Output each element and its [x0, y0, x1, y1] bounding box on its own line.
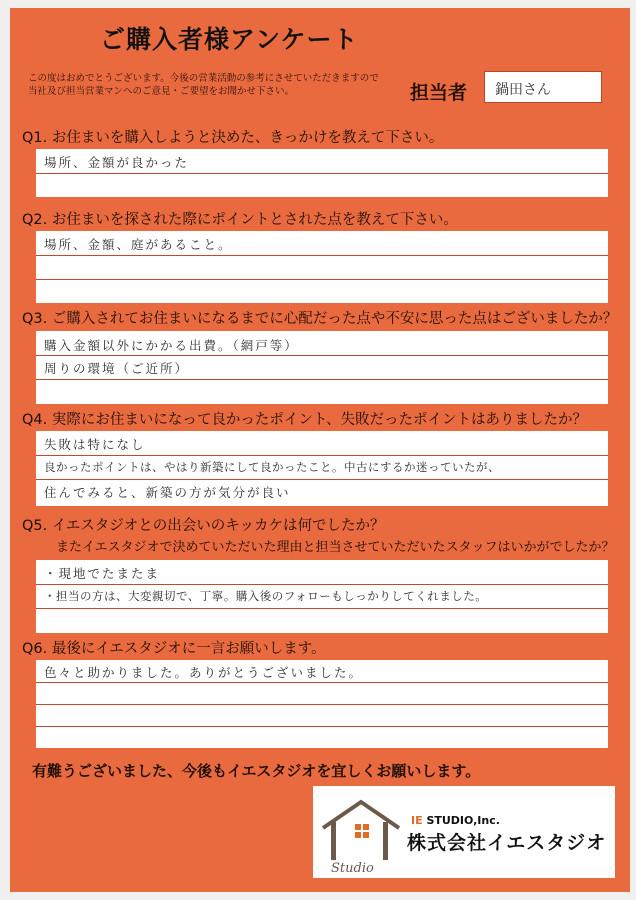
answer-box-5[interactable]: [36, 560, 608, 633]
logo-script: Studio: [331, 861, 374, 876]
answer-box-6[interactable]: [36, 660, 608, 748]
intro-text: [28, 72, 379, 98]
question-5: Q5. イエスタジオとの出会いのキッカケは何でしたか？: [22, 518, 385, 534]
answer-line: 周りの環境（ご近所）: [44, 361, 190, 376]
answer-line: 場所、金額が良かった: [44, 155, 190, 170]
answer-rule: [36, 255, 608, 256]
answer-box-2[interactable]: [36, 231, 608, 303]
answer-line: 住んでみると、新築の方が気分が良い: [44, 485, 291, 500]
page-title: ご購入者様アンケート: [100, 25, 359, 54]
answer-rule: [36, 379, 608, 380]
company-logo: [313, 786, 615, 878]
intro-line: 当社及び担当営業マンへのご意見・ご要望をお聞かせ下さい。: [28, 86, 295, 97]
answer-line: 失敗は特になし: [44, 437, 146, 452]
question-6: Q6. 最後にイエスタジオに一言お願いします。: [22, 641, 326, 657]
question-2: Q2. お住まいを探された際にポイントとされた点を教えて下さい。: [22, 212, 458, 228]
answer-rule: [36, 682, 608, 683]
answer-line: ・現地でたまたま: [44, 566, 161, 581]
answer-box-4[interactable]: [36, 431, 608, 506]
question-1: Q1. お住まいを購入しようと決めた、きっかけを教えて下さい。: [22, 130, 444, 146]
footer-message: 有難うございました、今後もイエスタジオを宜しくお願いします。: [32, 762, 481, 780]
house-logo-icon: [317, 792, 405, 876]
survey-sheet: [10, 8, 630, 892]
company-name-jp: 株式会社イエスタジオ: [407, 832, 607, 854]
answer-rule: [36, 479, 608, 480]
answer-rule: [36, 279, 608, 280]
answer-rule: [36, 726, 608, 727]
answer-rule: [36, 355, 608, 356]
question-3: Q3. ご購入されてお住まいになるまでに心配だった点や不安に思った点はございましたか？: [22, 311, 618, 327]
answer-box-3[interactable]: [36, 331, 608, 404]
intro-line: この度はおめでとうございます。今後の営業活動の参考にさせていただきますので: [28, 73, 379, 84]
answer-rule: [36, 173, 608, 174]
answer-rule: [36, 455, 608, 456]
answer-rule: [36, 704, 608, 705]
answer-line: 色々と助かりました。ありがとうございました。: [44, 665, 364, 680]
answer-line: 場所、金額、庭があること。: [44, 237, 233, 252]
answer-line: ・担当の方は、大変親切で、丁寧。購入後のフォローもしっかりしてくれました。: [44, 589, 488, 603]
answer-box-1[interactable]: [36, 149, 608, 197]
answer-line: 良かったポイントは、やはり新築にして良かったこと。中古にするか迷っていたが、: [44, 460, 500, 474]
staff-value: 鍋田さん: [495, 82, 551, 98]
question-5-sub: またイエスタジオで決めていただいた理由と担当させていただいたスタッフはいかがでしたか？: [56, 540, 615, 555]
company-name-en: IE STUDIO,Inc.: [411, 814, 500, 827]
question-4: Q4. 実際にお住まいになって良かったポイント、失敗だったポイントはありましたか？: [22, 412, 588, 428]
staff-label: 担当者: [410, 82, 468, 104]
answer-rule: [36, 608, 608, 609]
answer-rule: [36, 584, 608, 585]
staff-field[interactable]: [484, 71, 602, 103]
answer-line: 購入金額以外にかかる出費。（網戸等）: [44, 338, 299, 353]
